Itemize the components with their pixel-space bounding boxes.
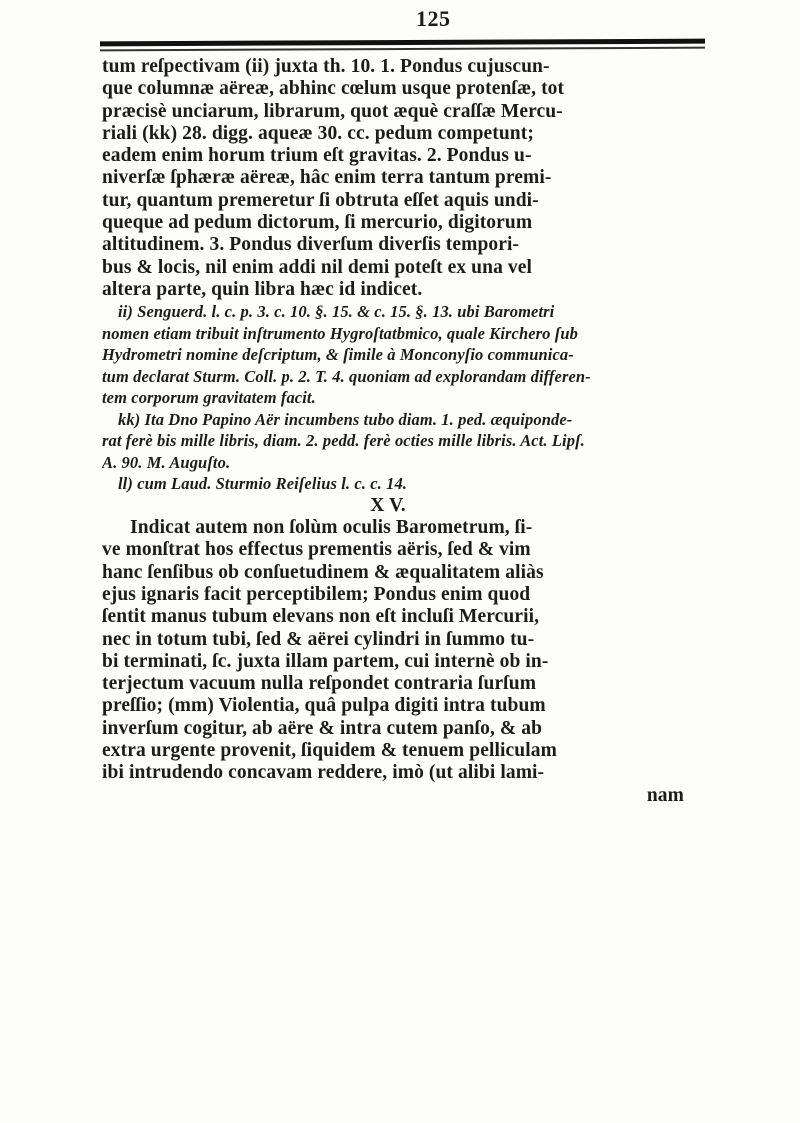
page-number: 125 <box>416 6 451 31</box>
header-rule-thin <box>100 47 705 52</box>
footnote-ll-line: ll) cum Laud. Sturmio Reiſelius l. c. c. 14. <box>118 474 408 494</box>
footnote-ii-line: tum declarat Sturm. Coll. p. 2. T. 4. quoniam ad explorandam differen- <box>102 366 591 386</box>
main-text-line: que columnæ aëreæ, abhinc cœlum usque protenſæ, tot <box>102 78 565 100</box>
footnote-ii-line: nomen etiam tribuit inſtrumento Hygroſtatbmico, quale Kirchero ſub <box>102 323 578 343</box>
section-text-line: extra urgente provenit, ſiquidem & tenuem pelliculam <box>102 740 557 762</box>
footnote-ii-line: ii) Senguerd. l. c. p. 3. c. 10. §. 15. & c. 15. §. 13. ubi Barometri <box>118 302 555 322</box>
section-text-line: Indicat autem non ſolùm oculis Barometrum, ſi- <box>130 517 533 539</box>
footnote-ii-line: tem corporum gravitatem facit. <box>102 388 316 408</box>
main-text-line: riali (kk) 28. digg. aqueæ 30. cc. pedum competunt; <box>102 122 534 144</box>
main-text-line: eadem enim horum trium eſt gravitas. 2. Pondus u- <box>102 145 532 167</box>
section-text-line: ſentit manus tubum elevans non eſt incluſi Mercurii, <box>102 606 540 628</box>
section-heading: X V. <box>370 494 406 516</box>
text-block <box>102 56 714 807</box>
main-text-line: altitudinem. 3. Pondus diverſum diverſis tempori- <box>102 234 520 256</box>
header-rule <box>100 39 705 47</box>
main-text-line: queque ad pedum dictorum, ſi mercurio, digitorum <box>102 212 533 234</box>
section-text-line: hanc ſenſibus ob conſuetudinem & æqualitatem aliàs <box>102 561 544 583</box>
section-text-line: nec in totum tubi, ſed & aërei cylindri in ſummo tu- <box>102 628 535 650</box>
main-text-line: præcisè unciarum, librarum, quot æquè craſſæ Mercu- <box>102 100 563 122</box>
footnote-ii-line: Hydrometri nomine deſcriptum, & ſimile à Monconyſio communica- <box>102 345 574 365</box>
section-text-line: ejus ignaris facit perceptibilem; Pondus enim quod <box>102 583 531 605</box>
main-text-line: niverſæ ſphæræ aëreæ, hâc enim terra tantum premi- <box>102 167 552 189</box>
footnote-kk-line: kk) Ita Dno Papino Aër incumbens tubo diam. 1. ped. æquiponde- <box>118 409 573 429</box>
catchword: nam <box>646 784 684 806</box>
main-text-line: bus & locis, nil enim addi nil demi poteſt ex una vel <box>102 256 533 278</box>
section-text-line: inverſum cogitur, ab aëre & intra cutem panſo, & ab <box>102 717 543 739</box>
section-text-line: terjectum vacuum nulla reſpondet contraria ſurſum <box>102 673 537 695</box>
footnote-kk-line: A. 90. M. Auguſto. <box>102 452 231 472</box>
section-text-line: ve monſtrat hos effectus prementis aëris, ſed & vim <box>102 539 531 561</box>
footnote-kk-line: rat ferè bis mille libris, diam. 2. pedd. ferè octies mille libris. Act. Lipſ. <box>102 431 585 451</box>
section-text-line: preſſio; (mm) Violentia, quâ pulpa digiti intra tubum <box>102 695 546 717</box>
main-text-line: tur, quantum premeretur ſi obtruta eſſet aquis undi- <box>102 189 539 211</box>
main-text-line: altera parte, quin libra hæc id indicet. <box>102 278 423 300</box>
section-text-line: ibi intrudendo concavam reddere, imò (ut alibi lami- <box>102 762 545 784</box>
main-text-line: tum reſpectivam (ii) juxta th. 10. 1. Pondus cujuscun- <box>102 56 550 77</box>
section-text-line: bi terminati, ſc. juxta illam partem, cui internè ob in- <box>102 650 549 672</box>
